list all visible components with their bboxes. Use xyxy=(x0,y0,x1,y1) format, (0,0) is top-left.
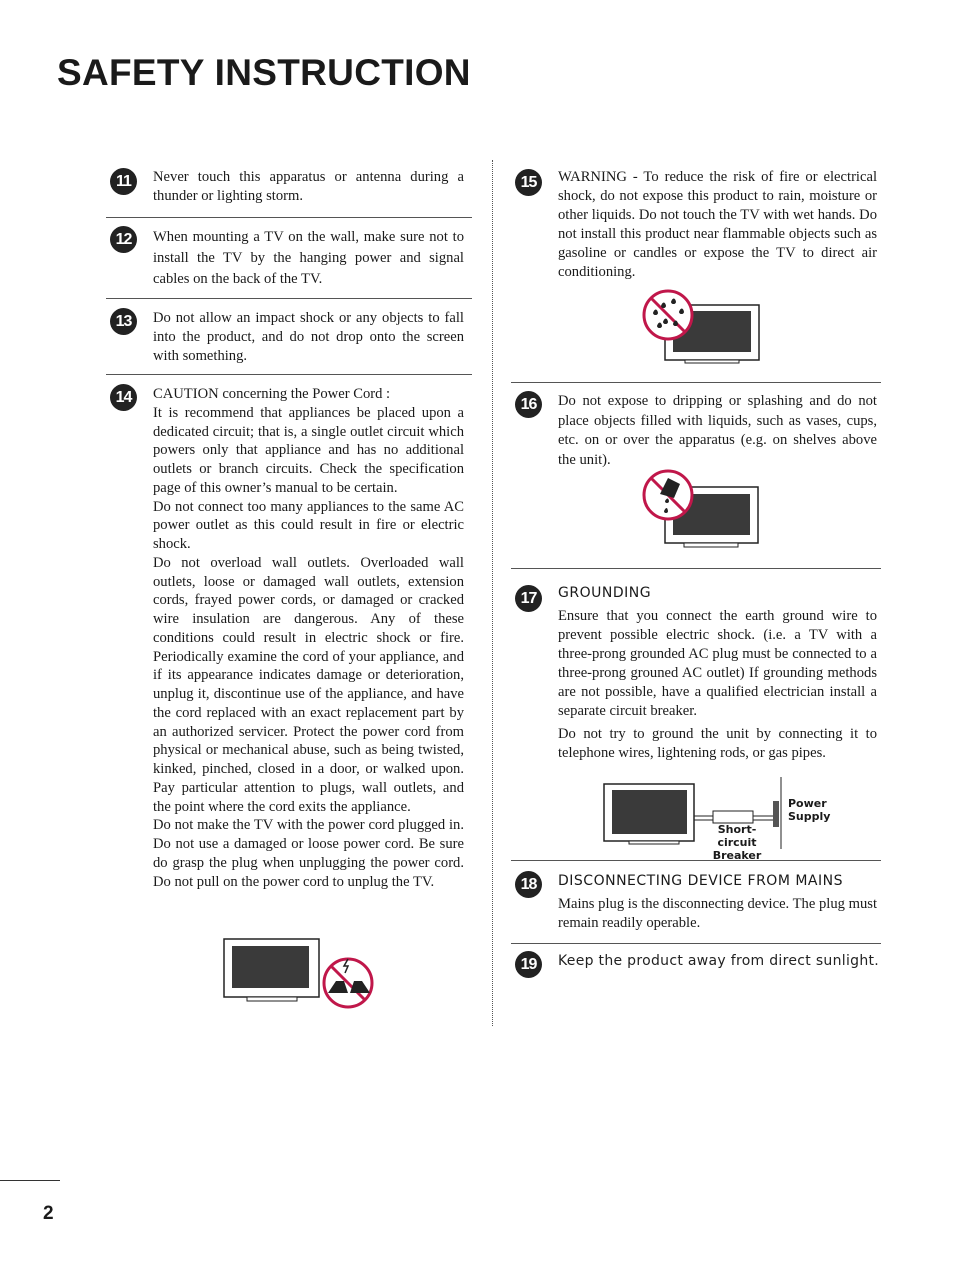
item-text xyxy=(558,895,881,933)
item-number-badge: 14 xyxy=(110,384,137,411)
safety-item-12 xyxy=(106,218,472,299)
item-paragraph: Never touch this apparatus or antenna during a thunder or lighting storm. xyxy=(153,169,464,204)
safety-item-11 xyxy=(106,160,472,218)
item-number-badge: 13 xyxy=(110,308,137,335)
circuit-breaker-icon xyxy=(713,811,753,823)
power-supply-label-line: Power xyxy=(788,797,827,810)
item-heading: DISCONNECTING DEVICE FROM MAINS xyxy=(558,873,843,889)
tv-dripping-warning-illustration xyxy=(640,468,764,552)
item-paragraph: WARNING - To reduce the risk of fire or electrical shock, do not expose this product to rain, moisture or other liquids. Do not touch the TV with wet hands. Do not install this product near flammable objects such as gasoline or candles or expose the TV to direct air conditioning. xyxy=(558,169,877,280)
item-paragraph: Do not make the TV with the power cord plugged in. Do not use a damaged or loose power cord. Be sure do grasp the plug when unplugging the power cord. Do not pull on the power cord to unplug the TV. xyxy=(153,817,464,890)
item-number-badge: 15 xyxy=(515,169,542,196)
safety-item-14 xyxy=(106,375,472,891)
item-text xyxy=(558,168,881,282)
item-number-badge: 18 xyxy=(515,871,542,898)
item-text: Keep the product away from direct sunlight. xyxy=(558,953,880,969)
item-paragraph: Do not connect too many appliances to the same AC power outlet as this could result in fire or electric shock. xyxy=(153,498,464,552)
power-outlet-icon xyxy=(773,801,779,827)
item-paragraph: Do not overload wall outlets. Overloaded wall outlets, loose or damaged wall outlets, extension cords, frayed power cords, or damaged or cracked wire insulation are dangerous. Any of these conditions could result in electric shock or fire. Periodically examine the cord of your appliance, and if its appearance indicates damage or deterioration, unplug it, discontinue use of the appliance, and have the cord replaced with an exact replacement part by an authorized servicer. Protect the power cord from physical or mechanical abuse, such as being twisted, kinked, pinched, closed in a door, or walked upon. Pay particular attention to plugs, wall outlets, and the point where the cord exits the appliance. xyxy=(153,554,464,815)
power-supply-label xyxy=(788,797,830,823)
item-number-badge: 16 xyxy=(515,391,542,418)
item-text xyxy=(558,607,881,763)
item-paragraph: Do not expose to dripping or splashing and do not place objects filled with liquids, such as vases, cups, etc. on or over the apparatus (e.g. on shelves above the unit). xyxy=(558,393,877,468)
item-number-badge: 11 xyxy=(110,168,137,195)
safety-item-19 xyxy=(511,944,881,973)
item-text xyxy=(558,392,881,470)
item-paragraph: Do not try to ground the unit by connecting it to telephone wires, lightening rods, or gas pipes. xyxy=(558,726,877,761)
tv-icon xyxy=(222,937,382,1013)
column-divider xyxy=(492,160,493,1026)
item-paragraph: CAUTION concerning the Power Cord : xyxy=(153,386,391,402)
tv-water-warning-illustration xyxy=(640,288,764,364)
power-supply-label-line: Supply xyxy=(788,810,831,823)
item-heading: GROUNDING xyxy=(558,585,652,601)
footer-rule xyxy=(0,1180,60,1181)
tv-icon xyxy=(640,288,764,364)
item-paragraph: It is recommend that appliances be placed upon a dedicated circuit; that is, a single outlet circuit which powers only that appliance and has no additional outlets or branch circuits. Check the specification page of this owner’s manual to be certain. xyxy=(153,404,464,496)
item-text xyxy=(153,385,472,891)
item-paragraph: Mains plug is the disconnecting device. The plug must remain readily operable. xyxy=(558,896,877,931)
tv-icon xyxy=(640,468,764,552)
item-paragraph: When mounting a TV on the wall, make sure not to install the TV by the hanging power and signal cables on the back of the TV. xyxy=(153,229,464,287)
breaker-label-line: Breaker xyxy=(712,849,762,862)
item-text xyxy=(153,227,472,290)
item-number-badge: 12 xyxy=(110,226,137,253)
tv-power-cord-warning-illustration xyxy=(222,937,382,1013)
page-number: 2 xyxy=(43,1203,54,1224)
item-number-badge: 19 xyxy=(515,951,542,978)
item-paragraph: Ensure that you connect the earth ground wire to prevent possible electric shock. (i.e. a TV with a three-prong grounded AC plug must be connected to a three-prong grouned AC outlet) If grounding methods are not possible, have a qualified electrician install a separate circuit breaker. xyxy=(558,608,877,719)
breaker-label-line: Short-circuit xyxy=(717,823,757,849)
item-paragraph: Do not allow an impact shock or any objects to fall into the product, and do not drop onto the screen with something. xyxy=(153,310,464,364)
page-title: SAFETY INSTRUCTION xyxy=(57,52,471,93)
item-text xyxy=(153,168,472,206)
breaker-label xyxy=(702,823,772,862)
item-number-badge: 17 xyxy=(515,585,542,612)
safety-item-13 xyxy=(106,299,472,375)
left-column xyxy=(106,160,472,891)
safety-item-18 xyxy=(511,861,881,944)
item-text xyxy=(153,309,472,366)
